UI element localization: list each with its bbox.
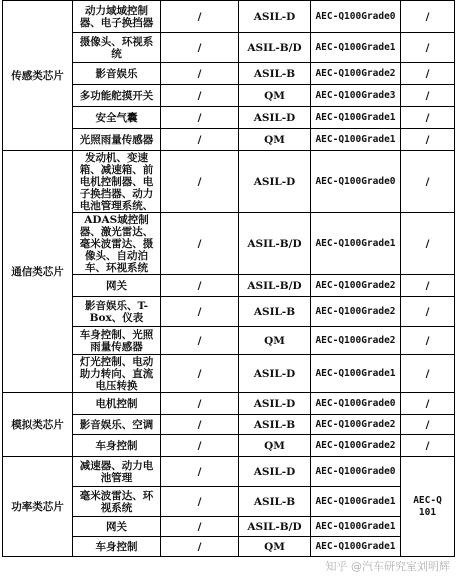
asil-cell: QM — [239, 129, 311, 151]
col5-cell: / — [401, 151, 455, 213]
aec-cell: AEC-Q100Grade2 — [311, 327, 401, 355]
col2-cell: / — [161, 275, 239, 297]
application-cell: 影音娱乐、T-Box、仪表 — [73, 297, 161, 327]
category-cell: 通信类芯片 — [3, 151, 73, 393]
table-row — [3, 457, 455, 487]
aec-cell: AEC-Q100Grade2 — [311, 415, 401, 435]
aec-cell: AEC-Q100Grade1 — [311, 517, 401, 537]
asil-cell: ASIL-B — [239, 297, 311, 327]
col2-cell: / — [161, 517, 239, 537]
asil-cell: QM — [239, 85, 311, 107]
application-cell: 电机控制 — [73, 393, 161, 415]
category-cell: 功率类芯片 — [3, 457, 73, 557]
table-row — [3, 151, 455, 213]
asil-cell: ASIL-B/D — [239, 517, 311, 537]
col5-cell: / — [401, 33, 455, 63]
asil-cell: ASIL-D — [239, 151, 311, 213]
aec-cell: AEC-Q100Grade1 — [311, 537, 401, 557]
aec-cell: AEC-Q100Grade1 — [311, 487, 401, 517]
asil-cell: ASIL-D — [239, 457, 311, 487]
col5-cell: / — [401, 63, 455, 85]
aec-cell: AEC-Q100Grade3 — [311, 85, 401, 107]
col2-cell: / — [161, 151, 239, 213]
application-cell: 影音娱乐、空调 — [73, 415, 161, 435]
application-cell: 动力域域控制器、电子换挡器 — [73, 1, 161, 33]
application-cell: 摄像头、环视系统 — [73, 33, 161, 63]
col2-cell: / — [161, 1, 239, 33]
table-row — [3, 393, 455, 415]
table-row — [3, 1, 455, 33]
aec-q101-cell: AEC-Q 101 — [401, 457, 455, 557]
col2-cell: / — [161, 129, 239, 151]
application-cell: 光照雨量传感器 — [73, 129, 161, 151]
category-cell: 模拟类芯片 — [3, 393, 73, 457]
col2-cell: / — [161, 297, 239, 327]
col5-cell: / — [401, 355, 455, 393]
col5-cell: / — [401, 213, 455, 275]
col2-cell: / — [161, 415, 239, 435]
aec-cell: AEC-Q100Grade0 — [311, 1, 401, 33]
aec-cell: AEC-Q100Grade1 — [311, 355, 401, 393]
asil-cell: ASIL-B — [239, 487, 311, 517]
asil-cell: QM — [239, 435, 311, 457]
asil-cell: ASIL-B/D — [239, 33, 311, 63]
chip-standards-table — [2, 0, 455, 557]
aec-cell: AEC-Q100Grade1 — [311, 129, 401, 151]
application-cell: 影音娱乐 — [73, 63, 161, 85]
application-cell: 网关 — [73, 517, 161, 537]
col5-cell: / — [401, 275, 455, 297]
col2-cell: / — [161, 487, 239, 517]
aec-cell: AEC-Q100Grade1 — [311, 107, 401, 129]
col2-cell: / — [161, 457, 239, 487]
application-cell: 多功能舵摸开关 — [73, 85, 161, 107]
col2-cell: / — [161, 33, 239, 63]
asil-cell: ASIL-D — [239, 1, 311, 33]
aec-cell: AEC-Q100Grade2 — [311, 435, 401, 457]
col5-cell: / — [401, 1, 455, 33]
aec-cell: AEC-Q100Grade0 — [311, 151, 401, 213]
application-cell: 车身控制 — [73, 435, 161, 457]
asil-cell: ASIL-D — [239, 107, 311, 129]
col2-cell: / — [161, 213, 239, 275]
col2-cell: / — [161, 107, 239, 129]
asil-cell: ASIL-B/D — [239, 275, 311, 297]
asil-cell: QM — [239, 327, 311, 355]
application-cell: 车身控制、光照雨量传感器 — [73, 327, 161, 355]
asil-cell: ASIL-B — [239, 63, 311, 85]
aec-cell: AEC-Q100Grade2 — [311, 297, 401, 327]
asil-cell: ASIL-D — [239, 393, 311, 415]
aec-cell: AEC-Q100Grade1 — [311, 213, 401, 275]
col5-cell: / — [401, 415, 455, 435]
category-cell: 传感类芯片 — [3, 1, 73, 151]
application-cell: ADAS域控制器、激光雷达、毫米波雷达、摄像头、自动泊车、环视系统 — [73, 213, 161, 275]
asil-cell: ASIL-B/D — [239, 213, 311, 275]
col2-cell: / — [161, 327, 239, 355]
aec-cell: AEC-Q100Grade0 — [311, 457, 401, 487]
asil-cell: ASIL-B — [239, 415, 311, 435]
col2-cell: / — [161, 537, 239, 557]
application-cell: 发动机、变速箱、减速箱、前电机控制器、电子换挡器、动力电池管理系统、 — [73, 151, 161, 213]
asil-cell: QM — [239, 537, 311, 557]
application-cell: 安全气囊 — [73, 107, 161, 129]
col2-cell: / — [161, 85, 239, 107]
col5-cell: / — [401, 297, 455, 327]
col5-cell: / — [401, 129, 455, 151]
aec-cell: AEC-Q100Grade0 — [311, 393, 401, 415]
application-cell: 车身控制 — [73, 537, 161, 557]
col5-cell: / — [401, 435, 455, 457]
watermark: 知乎 @汽车研究室刘明辉 — [325, 560, 450, 573]
col2-cell: / — [161, 393, 239, 415]
application-cell: 网关 — [73, 275, 161, 297]
col2-cell: / — [161, 355, 239, 393]
aec-cell: AEC-Q100Grade2 — [311, 63, 401, 85]
col5-cell: / — [401, 107, 455, 129]
application-cell: 减速器、动力电池管理 — [73, 457, 161, 487]
col5-cell: / — [401, 327, 455, 355]
col2-cell: / — [161, 435, 239, 457]
col5-cell: / — [401, 85, 455, 107]
aec-cell: AEC-Q100Grade1 — [311, 33, 401, 63]
col5-cell: / — [401, 393, 455, 415]
application-cell: 灯光控制、电动助力转向、直流电压转换 — [73, 355, 161, 393]
col2-cell: / — [161, 63, 239, 85]
asil-cell: ASIL-D — [239, 355, 311, 393]
aec-cell: AEC-Q100Grade2 — [311, 275, 401, 297]
application-cell: 毫米波雷达、环视系统 — [73, 487, 161, 517]
